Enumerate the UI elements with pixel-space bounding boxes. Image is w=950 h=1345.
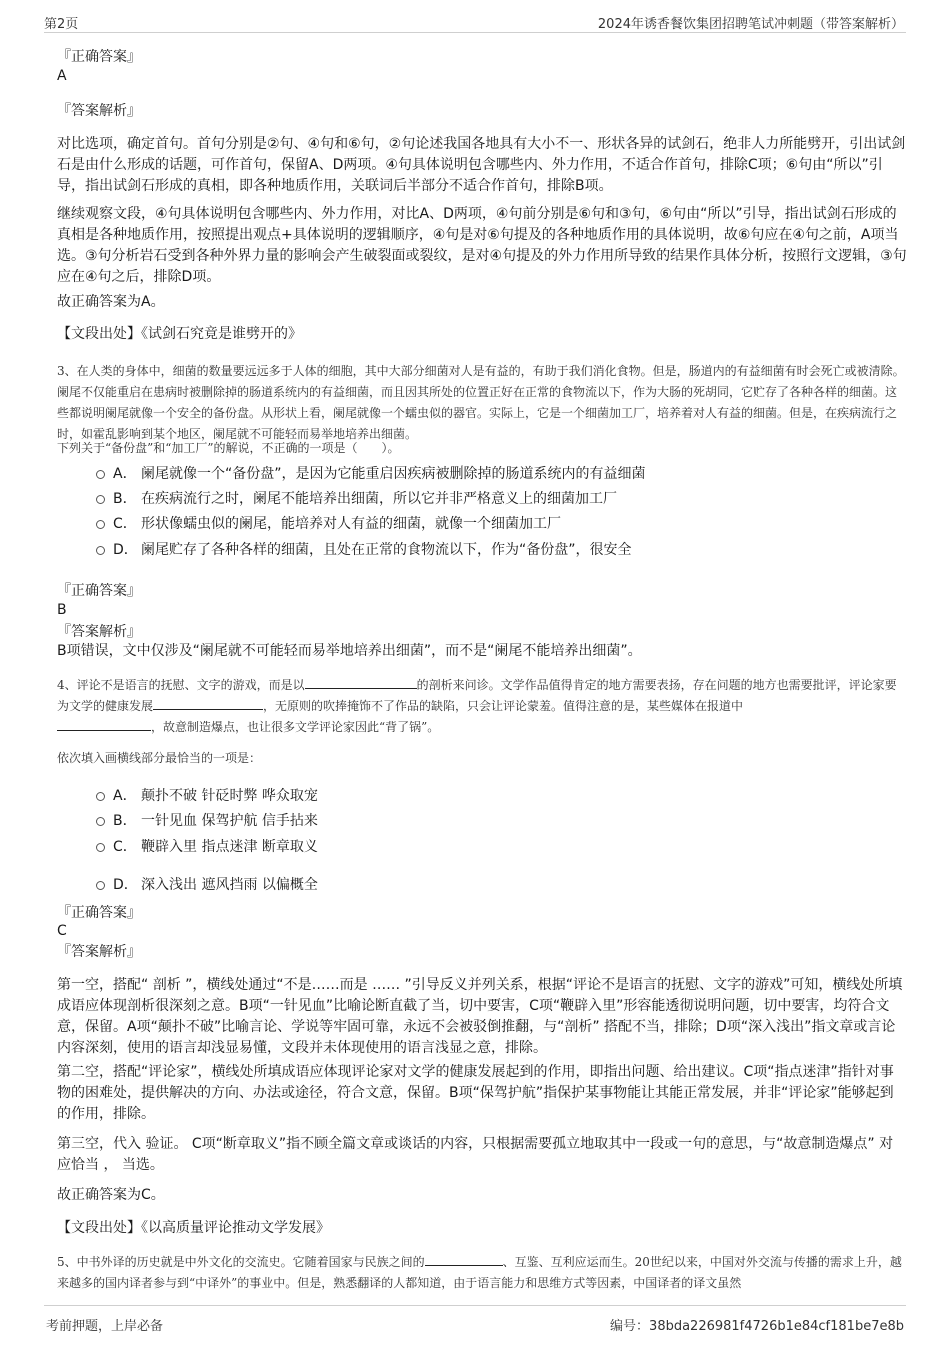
page-number: 第2页 — [44, 17, 79, 32]
q5-stem: 5、中书外译的历史就是中外文化的交流史。它随着国家与民族之间的 、互鉴、互利应运而生。20世纪以来，中国对外交流与传播的需求上升，越来越多的国内译者参与到“中译外”的事业中。但是，熟悉翻译的人都知道，由于语言能力和思维方式等因素，中国译者的译文虽然 — [57, 1255, 902, 1290]
page-footer — [44, 1305, 906, 1334]
q4-conclusion: 故正确答案为C。 — [57, 1187, 165, 1203]
q4-analysis-para1: 第一空，搭配“ 剖析 ”，横线处通过“不是……而是 …… ”引导反义并列关系，根据“评论不是语言的抚慰、文字的游戏”可知，横线处所填成语应体现剖析很深刻之意。B项“一针见血”比喻论断直截了当，切中要害，C项“鞭辟入里”形容能透彻说明问题，切中要害，均符合文意，保留。A项“颠扑不破”比喻言论、学说等牢固可靠，永远不会被驳倒推翻，与“剖析” 搭配不当，排除；D项“深入浅出”指文章或言论内容深刻，使用的语言却浅显易懂，文段并未体现使用的语言浅显之意，排除。 — [57, 977, 903, 1056]
q4-option-c[interactable]: C． 鞭辟入里 指点迷津 断章取义 — [96, 837, 318, 857]
footer-slogan: 考前押题，上岸必备 — [46, 1319, 164, 1334]
q4-analysis-para2: 第二空，搭配“评论家”，横线处所填成语应体现评论家对文学的健康发展起到的作用，即指出问题、给出建议。C项“指点迷津”指针对事物的困难处，提供解决的方向、办法或途径，符合文意，保留。B项“保驾护航”指保护某事物能让其能正常发展，并非“评论家”能够起到的作用，排除。 — [57, 1064, 894, 1122]
q4-option-d[interactable]: D． 深入浅出 遮风挡雨 以偏概全 — [96, 875, 318, 895]
q2-source: 【文段出处】《试剑石究竟是谁劈开的》 — [57, 326, 302, 342]
q3-option-c[interactable]: C． 形状像蠕虫似的阑尾，能培养对人有益的细菌，就像一个细菌加工厂 — [96, 514, 561, 534]
q4-question: 依次填入画横线部分最恰当的一项是： — [57, 751, 262, 765]
blank-line — [425, 1253, 503, 1266]
radio-icon[interactable] — [96, 817, 105, 826]
q4-source: 【文段出处】《以高质量评论推动文学发展》 — [57, 1220, 330, 1236]
blank-line — [305, 676, 417, 689]
q3-stem: 3、在人类的身体中，细菌的数量要远远多于人体的细胞，其中大部分细菌对人是有益的，有助于我们消化食物。但是，肠道内的有益细菌有时会死亡或被清除。阑尾不仅能重启在患病时被删除掉的肠道系统内的有益细菌，而且因其所处的位置正好在正常的食物流以下，作为大肠的死胡同，它贮存了各种各样的细菌。这些都说明阑尾就像一个安全的备份盘。从形状上看，阑尾就像一个蠕虫似的器官。实际上，它是一个细菌加工厂，培养着对人有益的细菌。但是，在疾病流行之时，如霍乱影响到某个地区，阑尾就不可能轻而易举地培养出细菌。 — [57, 364, 905, 441]
q2-answer-label: 『正确答案』 — [57, 49, 141, 65]
footer-code: 编号：38bda226981f4726b1e84cf181be7e8b — [610, 1319, 904, 1334]
q4-analysis-para3: 第三空，代入 验证。 C项“断章取义”指不顾全篇文章或谈话的内容，只根据需要孤立地取其中一段或一句的意思，与“故意制造爆点” 对应恰当 ， 当选。 — [57, 1136, 894, 1173]
q3-answer-label: 『正确答案』 — [57, 583, 141, 599]
q2-analysis-para2: 继续观察文段，④句具体说明包含哪些内、外力作用，对比A、D两项，④句前分别是⑥句和③句，⑥句由“所以”引导，指出试剑石形成的真相是各种地质作用，按照提出观点+具体说明的逻辑顺序，④句是对⑥句提及的各种地质作用的具体说明，故⑥句应在④句之前，A项当选。③句分析岩石受到各种外界力量的影响会产生破裂面或裂纹，是对④句提及的外力作用所导致的结果作具体分析，按照行文逻辑，③句应在④句之后，排除D项。 — [57, 206, 907, 285]
radio-icon[interactable] — [96, 843, 105, 852]
radio-icon[interactable] — [96, 520, 105, 529]
q4-answer: C — [57, 923, 67, 939]
radio-icon[interactable] — [96, 495, 105, 504]
q2-analysis-para1: 对比选项，确定首句。首句分别是②句、④句和⑥句，②句论述我国各地具有大小不一、形状各异的试剑石，绝非人力所能劈开，引出试剑石是由什么形成的话题，可作首句，保留A、D两项。④句具体说明包含哪些内、外力作用，不适合作首句，排除C项；⑥句由“所以”引导，指出试剑石形成的真相，即各种地质作用，关联词后半部分不适合作首句，排除B项。 — [57, 136, 906, 194]
q4-analysis-label: 『答案解析』 — [57, 944, 141, 960]
q2-analysis-label: 『答案解析』 — [57, 103, 141, 119]
radio-icon[interactable] — [96, 470, 105, 479]
q4-stem: 4、评论不是语言的抚慰、文字的游戏，而是以 的剖析来问诊。文学作品值得肯定的地方需要表扬，存在问题的地方也需要批评，评论家要为文学的健康发展 ，无原则的吹捧掩饰不了作品的缺陷，只会让评论蒙羞。值得注意的是，某些媒体在报道中 ，故意制造爆点，也让很多文学评论家因此“背了锅”。 — [57, 678, 897, 734]
radio-icon[interactable] — [96, 546, 105, 555]
q3-analysis-label: 『答案解析』 — [57, 624, 141, 640]
q2-answer: A — [57, 68, 67, 84]
document-title: 2024年诱香餐饮集团招聘笔试冲刺题（带答案解析） — [597, 17, 904, 32]
q3-option-b[interactable]: B． 在疾病流行之时，阑尾不能培养出细菌，所以它并非严格意义上的细菌加工厂 — [96, 489, 617, 509]
blank-line — [57, 718, 151, 731]
radio-icon[interactable] — [96, 792, 105, 801]
q4-option-b[interactable]: B． 一针见血 保驾护航 信手拈来 — [96, 811, 318, 831]
q3-analysis: B项错误，文中仅涉及“阑尾就不可能轻而易举地培养出细菌”，而不是“阑尾不能培养出细菌”。 — [57, 643, 642, 659]
q4-answer-label: 『正确答案』 — [57, 905, 141, 921]
q3-option-a[interactable]: A． 阑尾就像一个“备份盘”，是因为它能重启因疾病被删除掉的肠道系统内的有益细菌 — [96, 464, 646, 484]
q3-answer: B — [57, 602, 67, 618]
q3-option-d[interactable]: D． 阑尾贮存了各种各样的细菌，且处在正常的食物流以下，作为“备份盘”，很安全 — [96, 540, 632, 560]
q4-option-a[interactable]: A． 颠扑不破 针砭时弊 哗众取宠 — [96, 786, 318, 806]
q3-question: 下列关于“备份盘”和“加工厂”的解说，不正确的一项是（ ）。 — [57, 441, 400, 455]
blank-line — [153, 697, 263, 710]
page-header — [44, 12, 906, 33]
radio-icon[interactable] — [96, 881, 105, 890]
q2-conclusion: 故正确答案为A。 — [57, 294, 165, 310]
